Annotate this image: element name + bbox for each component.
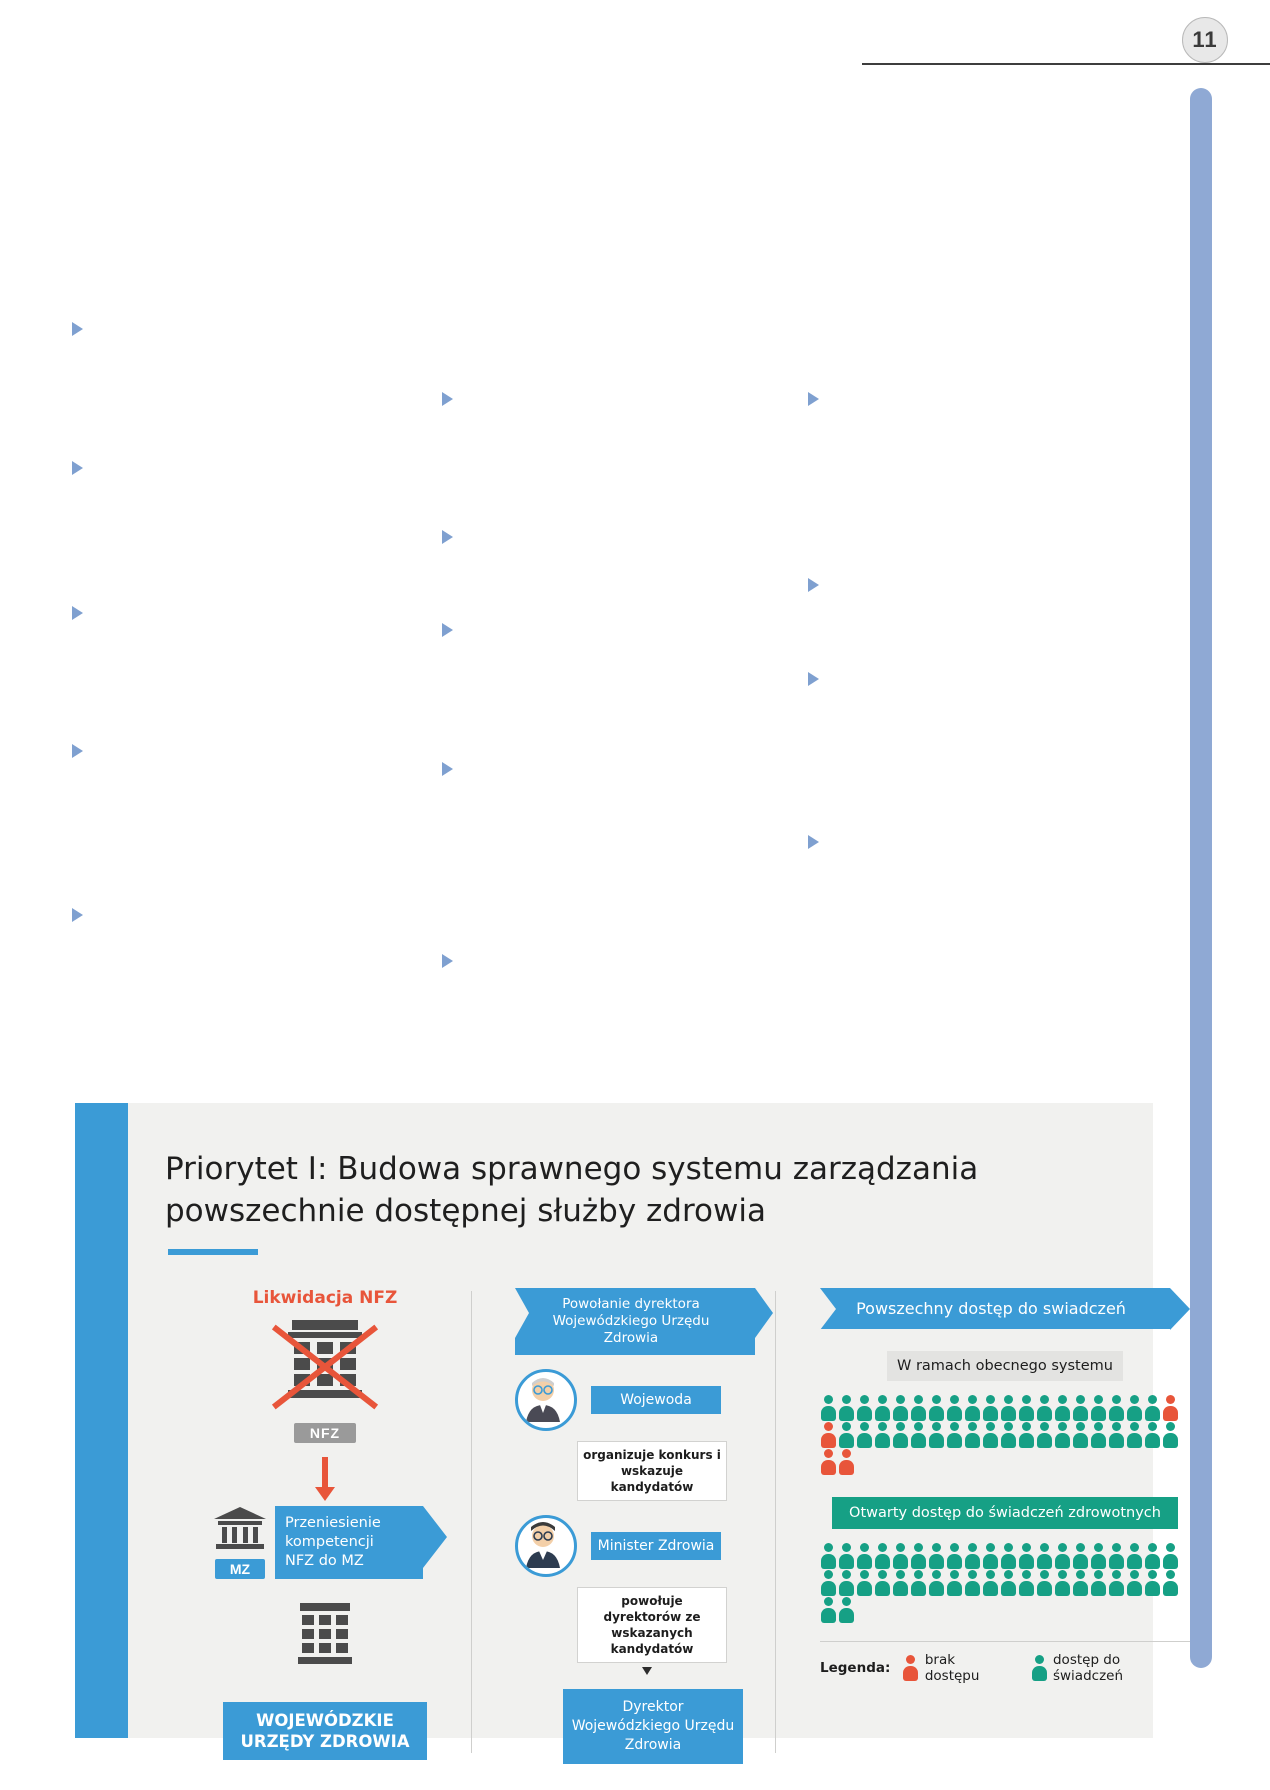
column2-heading: Powołanie dyrektora Wojewódzkiego Urzędu Zdrowia	[515, 1288, 755, 1355]
person-icon-access	[874, 1395, 891, 1421]
column-director-appointment	[515, 1288, 765, 1764]
person-icon-access	[964, 1395, 981, 1421]
person-icon-access	[1090, 1570, 1107, 1596]
legend-access-label: dostęp do świadczeń	[1052, 1652, 1124, 1684]
person-icon-access	[1090, 1422, 1107, 1448]
person-icon-access	[838, 1395, 855, 1421]
column-divider-2	[775, 1291, 776, 1753]
person-icon-access	[928, 1570, 945, 1596]
person-icon-access	[1144, 1570, 1161, 1596]
minister-avatar	[515, 1515, 577, 1577]
current-system-label: W ramach obecnego systemu	[887, 1351, 1123, 1381]
person-icon-access	[892, 1543, 909, 1569]
person-icon-access	[1144, 1543, 1161, 1569]
mz-label: MZ	[215, 1559, 265, 1579]
person-icon-access	[1000, 1395, 1017, 1421]
flow-arrow-icon	[642, 1667, 652, 1675]
person-icon-access	[910, 1422, 927, 1448]
person-icon-access	[820, 1597, 837, 1623]
person-icon-access	[1144, 1395, 1161, 1421]
person-icon-access	[892, 1422, 909, 1448]
person-icon-access	[856, 1422, 873, 1448]
person-icon-access	[1000, 1570, 1017, 1596]
person-icon-access	[1126, 1422, 1143, 1448]
person-icon-access	[1054, 1543, 1071, 1569]
person-icon-no-access	[838, 1449, 855, 1475]
person-icon-access	[1126, 1543, 1143, 1569]
person-icon-access	[1018, 1543, 1035, 1569]
ministry-building-icon	[212, 1505, 268, 1551]
bullet-marker-6	[442, 392, 453, 406]
voivode-avatar	[515, 1369, 577, 1431]
bullet-marker-4	[72, 744, 83, 758]
bullet-marker-10	[442, 954, 453, 968]
bullet-marker-11	[808, 392, 819, 406]
step-note-2: powołuje dyrektorów ze wskazanych kandydatów	[577, 1587, 727, 1663]
person-icon-access	[1090, 1395, 1107, 1421]
person-icon-access	[1036, 1422, 1053, 1448]
person-icon-access	[1108, 1395, 1125, 1421]
column-divider-1	[471, 1291, 472, 1753]
person-icon-access	[1162, 1570, 1179, 1596]
person-icon-access	[910, 1395, 927, 1421]
nfz-label: NFZ	[294, 1423, 356, 1443]
person-icon-access	[1072, 1422, 1089, 1448]
person-icon-access	[1054, 1422, 1071, 1448]
person-icon-access	[1108, 1422, 1125, 1448]
person-icon-access	[946, 1422, 963, 1448]
panel-accent-bar	[75, 1103, 128, 1738]
bullet-marker-13	[808, 672, 819, 686]
person-icon-access	[964, 1543, 981, 1569]
person-icon-access	[1018, 1422, 1035, 1448]
person-icon-access	[964, 1422, 981, 1448]
header-rule	[862, 63, 1270, 65]
person-icon-access	[910, 1570, 927, 1596]
legend	[820, 1641, 1190, 1684]
page-number: 11	[1182, 17, 1228, 63]
person-icon-access	[1090, 1543, 1107, 1569]
people-grid-current	[820, 1395, 1188, 1475]
person-icon-access	[1000, 1422, 1017, 1448]
transfer-banner: Przeniesienie kompetencji NFZ do MZ	[275, 1506, 423, 1579]
person-icon-access	[1126, 1570, 1143, 1596]
panel-title: Priorytet I: Budowa sprawnego systemu zarządzania powszechnie dostępnej służby zdrowia	[165, 1151, 979, 1229]
minister-role-label: Minister Zdrowia	[591, 1532, 721, 1560]
person-icon-access	[1162, 1422, 1179, 1448]
regional-office-building-icon	[290, 1601, 360, 1675]
person-icon-access	[910, 1543, 927, 1569]
person-icon-access	[946, 1395, 963, 1421]
voivode-role-label: Wojewoda	[591, 1386, 721, 1414]
side-decoration-bar	[1190, 88, 1212, 1668]
person-icon-access	[982, 1570, 999, 1596]
legend-title: Legenda:	[820, 1660, 891, 1676]
column-universal-access	[820, 1288, 1190, 1684]
person-icon-access	[982, 1422, 999, 1448]
person-icon-access	[892, 1395, 909, 1421]
minister-row	[515, 1515, 765, 1577]
person-icon-access	[838, 1422, 855, 1448]
voivode-row	[515, 1369, 765, 1431]
person-icon-access	[1018, 1570, 1035, 1596]
infographic-panel	[75, 1103, 1161, 1753]
person-icon-access	[820, 1543, 837, 1569]
director-result-box: Dyrektor Wojewódzkiego Urzędu Zdrowia	[563, 1689, 743, 1764]
regional-office-icon-wrap	[205, 1601, 445, 1680]
person-icon-access	[820, 1570, 837, 1596]
bullet-marker-9	[442, 762, 453, 776]
bullet-marker-7	[442, 530, 453, 544]
person-icon-access	[928, 1422, 945, 1448]
transfer-arrow-icon	[318, 1457, 332, 1501]
person-icon-access	[874, 1543, 891, 1569]
person-icon-access	[1126, 1395, 1143, 1421]
person-icon-access	[838, 1570, 855, 1596]
person-icon-access	[1072, 1543, 1089, 1569]
person-icon-access	[1000, 1543, 1017, 1569]
legend-no-access-label: brak dostępu	[924, 1652, 980, 1684]
panel-title-underline	[168, 1249, 258, 1255]
legend-access-icon	[1031, 1655, 1047, 1681]
bullet-marker-8	[442, 623, 453, 637]
person-icon-access	[1108, 1543, 1125, 1569]
column-liquidation-nfz	[205, 1288, 445, 1760]
person-icon-access	[874, 1422, 891, 1448]
bullet-marker-14	[808, 835, 819, 849]
person-icon-access	[946, 1543, 963, 1569]
person-icon-access	[1072, 1395, 1089, 1421]
bullet-marker-3	[72, 606, 83, 620]
column1-heading: Likwidacja NFZ	[252, 1288, 398, 1308]
person-icon-access	[1036, 1543, 1053, 1569]
person-icon-access	[928, 1543, 945, 1569]
person-icon-access	[982, 1395, 999, 1421]
person-icon-access	[928, 1395, 945, 1421]
person-icon-no-access	[1162, 1395, 1179, 1421]
bullet-marker-12	[808, 578, 819, 592]
person-icon-access	[1108, 1570, 1125, 1596]
people-grid-open	[820, 1543, 1188, 1623]
person-icon-access	[1054, 1395, 1071, 1421]
bullet-marker-2	[72, 461, 83, 475]
open-access-label: Otwarty dostęp do świadczeń zdrowotnych	[832, 1497, 1178, 1529]
person-icon-access	[1144, 1422, 1161, 1448]
regional-health-offices-box: WOJEWÓDZKIE URZĘDY ZDROWIA	[223, 1702, 427, 1760]
bullet-marker-1	[72, 322, 83, 336]
column3-heading: Powszechny dostęp do swiadczeń	[820, 1288, 1170, 1329]
person-icon-access	[982, 1543, 999, 1569]
bullet-marker-5	[72, 908, 83, 922]
legend-no-access-icon	[902, 1655, 918, 1681]
person-icon-access	[838, 1597, 855, 1623]
person-icon-access	[838, 1543, 855, 1569]
step-note-1: organizuje konkurs i wskazuje kandydatów	[577, 1441, 727, 1501]
person-icon-access	[1054, 1570, 1071, 1596]
person-icon-no-access	[820, 1422, 837, 1448]
person-icon-no-access	[820, 1449, 837, 1475]
person-icon-access	[874, 1570, 891, 1596]
person-icon-access	[856, 1570, 873, 1596]
ministry-block	[205, 1505, 275, 1579]
person-icon-access	[892, 1570, 909, 1596]
person-icon-access	[1162, 1543, 1179, 1569]
person-icon-access	[1036, 1570, 1053, 1596]
person-icon-access	[964, 1570, 981, 1596]
person-icon-access	[1018, 1395, 1035, 1421]
person-icon-access	[856, 1395, 873, 1421]
person-icon-access	[1036, 1395, 1053, 1421]
person-icon-access	[1072, 1570, 1089, 1596]
nfz-building-icon	[270, 1314, 380, 1419]
person-icon-access	[946, 1570, 963, 1596]
transfer-row	[205, 1505, 445, 1579]
person-icon-access	[856, 1543, 873, 1569]
person-icon-access	[820, 1395, 837, 1421]
